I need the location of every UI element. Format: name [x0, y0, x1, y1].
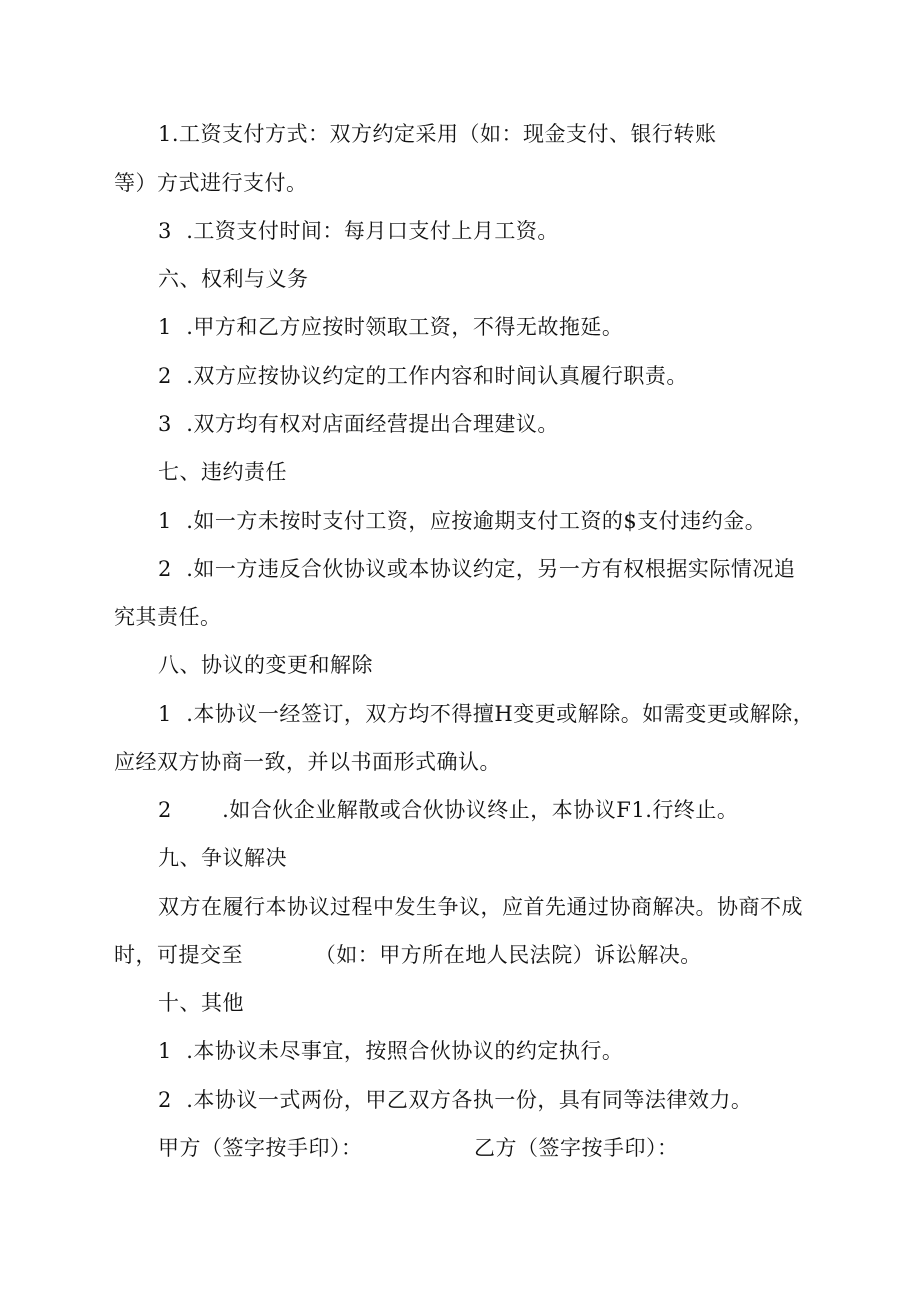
section-heading: 九、争议解决 [158, 846, 287, 870]
paragraph-line: 3 .双方均有权对店面经营提出合理建议。 [158, 412, 559, 436]
paragraph-line: 1 .本协议未尽事宜，按照合伙协议的约定执行。 [158, 1039, 624, 1063]
paragraph-line: 2 .如一方违反合伙协议或本协议约定，另一方有权根据实际情况追 [158, 557, 796, 581]
paragraph-line: 双方在履行本协议过程中发生争议，应首先通过协商解决。协商不成 [158, 895, 803, 919]
paragraph-line: 应经双方协商一致，并以书面形式确认。 [114, 750, 501, 774]
paragraph-line: 1 .甲方和乙方应按时领取工资，不得无故拖延。 [158, 315, 624, 339]
paragraph-line: 2 .双方应按协议约定的工作内容和时间认真履行职责。 [158, 364, 688, 388]
paragraph-line: 时，可提交至 （如：甲方所在地人民法院）诉讼解决。 [114, 943, 702, 967]
paragraph-line: 等）方式进行支付。 [114, 171, 308, 195]
paragraph-line: 1 .本协议一经签订，双方均不得擅H变更或解除。如需变更或解除， [158, 702, 815, 726]
paragraph-line: 究其责任。 [114, 605, 222, 629]
paragraph-line: 2 .如合伙企业解散或合伙协议终止，本协议F1.行终止。 [158, 798, 739, 822]
section-heading: 六、权利与义务 [158, 267, 309, 291]
paragraph-line: 2 .本协议一式两份，甲乙双方各执一份，具有同等法律效力。 [158, 1088, 753, 1112]
paragraph-line: 3 .工资支付时间：每月口支付上月工资。 [158, 219, 559, 243]
signature-party-a: 甲方（签字按手印）： [158, 1136, 363, 1160]
section-heading: 十、其他 [158, 991, 244, 1015]
section-heading: 八、协议的变更和解除 [158, 653, 373, 677]
paragraph-line: 1 .如一方未按时支付工资，应按逾期支付工资的$支付违约金。 [158, 509, 767, 533]
signature-party-b: 乙方（签字按手印）： [474, 1136, 679, 1160]
section-heading: 七、违约责任 [158, 460, 287, 484]
paragraph-line: 1.工资支付方式：双方约定采用（如：现金支付、银行转账 [158, 122, 717, 146]
